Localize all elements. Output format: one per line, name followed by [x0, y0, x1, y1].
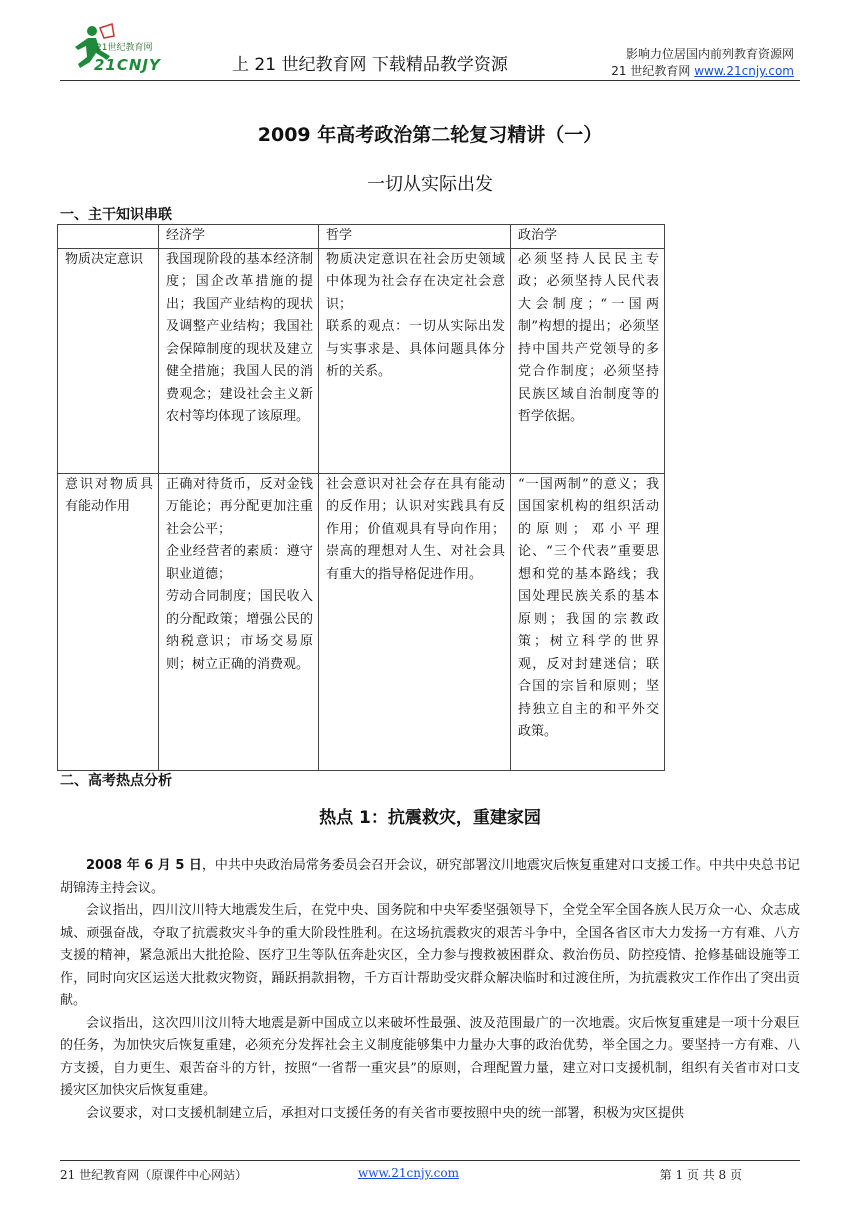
- header-right: [611, 46, 794, 80]
- header-divider: [60, 80, 800, 81]
- paragraph-text: 会议指出，四川汶川特大地震发生后，在党中央、国务院和中央军委坚强领导下，全党全军全国各族人民万众一心、众志成城、顽强奋战，夺取了抗震救灾斗争的重大阶段性胜利。在这场抗震救灾的艰苦斗争中，全国各省区市大力发扬一方有难、八方支援的精神，紧急派出大批抢险、医疗卫生等队伍奔赴灾区，全力参与搜救被困群众、救治伤员、防控疫情、抢修基础设施等工作，同时向灾区运送大批救灾物资，踊跃捐款捐物，千方百计帮助受灾群众解决临时和过渡住所，为抗震救灾工作作出了突出贡献。: [60, 903, 800, 1008]
- table-row: [58, 248, 665, 473]
- footer-site-name: 21 世纪教育网（原课件中心网站）: [60, 1168, 248, 1182]
- paragraph: [60, 900, 800, 1013]
- table-cell: 意识对物质具有能动作用: [58, 473, 159, 770]
- hotspot-title: 热点 1：抗震救灾，重建家园: [319, 808, 541, 828]
- page-header: [60, 22, 800, 80]
- page-title: 2009 年高考政治第二轮复习精讲（一）: [257, 124, 603, 146]
- table-cell: 社会意识对社会存在具有能动的反作用；认识对实践具有反作用；价值观具有导向作用；崇高的理想对人生、对社会具有重大的指导格促进作用。: [319, 473, 511, 770]
- paragraph-date: 2008 年 6 月 5 日: [86, 858, 202, 873]
- header-tagline: 影响力位居国内前列教育资源网: [625, 47, 794, 61]
- table-row: [58, 473, 665, 770]
- logo-text: 21CNJY: [94, 56, 161, 74]
- footer-divider: [60, 1160, 800, 1161]
- header-site-name: 21 世纪教育网: [611, 64, 695, 78]
- header-slogan: 上 21 世纪教育网 下载精品教学资源: [232, 55, 508, 75]
- table-cell: 物质决定意识在社会历史领域中体现为社会存在决定社会意识； 联系的观点：一切从实际出发与实事求是、具体问题具体分析的关系。: [319, 248, 511, 473]
- paragraph: [60, 1013, 800, 1103]
- page-subtitle: 一切从实际出发: [367, 174, 493, 195]
- table-header-cell: 哲学: [319, 225, 511, 249]
- footer-page-number: 第 1 页 共 8 页: [659, 1168, 742, 1182]
- knowledge-table: [57, 224, 665, 771]
- site-logo[interactable]: [66, 22, 176, 78]
- section-heading-1: 一、主干知识串联: [60, 207, 172, 223]
- paragraph: [60, 855, 800, 900]
- paragraph-text: 会议指出，这次四川汶川特大地震是新中国成立以来破坏性最强、波及范围最广的一次地震。灾后恢复重建是一项十分艰巨的任务，为加快灾后恢复重建，必须充分发挥社会主义制度能够集中力量办大事的政治优势，举全国之力。要坚持一方有难、八方支援，自力更生、艰苦奋斗的方针，按照“一省帮一重灾县”的原则，合理配置力量，建立对口支援机制，组织有关省市对口支援灾区加快灾后恢复重建。: [60, 1015, 800, 1098]
- table-header-cell: 经济学: [159, 225, 319, 249]
- table-header-row: [58, 225, 665, 249]
- table-header-cell: 政治学: [511, 225, 665, 249]
- table-cell: 物质决定意识: [58, 248, 159, 473]
- logo-cn-text: 21世纪教育网: [96, 43, 153, 53]
- table-cell: 必须坚持人民民主专政；必须坚持人民代表大会制度；“一国两制”构想的提出；必须坚持中国共产党领导的多党合作制度；必须坚持民族区域自治制度等的哲学依据。: [511, 248, 665, 473]
- table-header-cell: [58, 225, 159, 249]
- article-body: [60, 855, 800, 1125]
- footer-site-link[interactable]: www.21cnjy.com: [358, 1166, 459, 1180]
- table-cell: 我国现阶段的基本经济制度；国企改革措施的提出；我国产业结构的现状及调整产业结构；我国社会保障制度的现状及建立健全措施；我国人民的消费观念；建设社会主义新农村等均体现了该原理。: [159, 248, 319, 473]
- section-heading-2: 二、高考热点分析: [60, 773, 172, 789]
- header-site-link[interactable]: www.21cnjy.com: [694, 64, 794, 78]
- paragraph-text: ，中共中央政治局常务委员会召开会议，研究部署汶川地震灾后恢复重建对口支援工作。中共中央总书记胡锦涛主持会议。: [60, 858, 800, 896]
- table-cell: “一国两制”的意义；我国国家机构的组织活动的原则；邓小平理论、“三个代表”重要思想和党的基本路线；我国处理民族关系的基本原则；我国的宗教政策；树立科学的世界观，反对封建迷信；联合国的宗旨和原则；坚持独立自主的和平外交政策。: [511, 473, 665, 770]
- paragraph: [60, 1103, 800, 1126]
- table-cell: 正确对待货币，反对金钱万能论；再分配更加注重社会公平； 企业经营者的素质：遵守职业道德； 劳动合同制度；国民收入的分配政策；增强公民的纳税意识；市场交易原则；树立正确的消费观。: [159, 473, 319, 770]
- paragraph-text: 会议要求，对口支援机制建立后，承担对口支援任务的有关省市要按照中央的统一部署，积极为灾区提供: [86, 1105, 685, 1121]
